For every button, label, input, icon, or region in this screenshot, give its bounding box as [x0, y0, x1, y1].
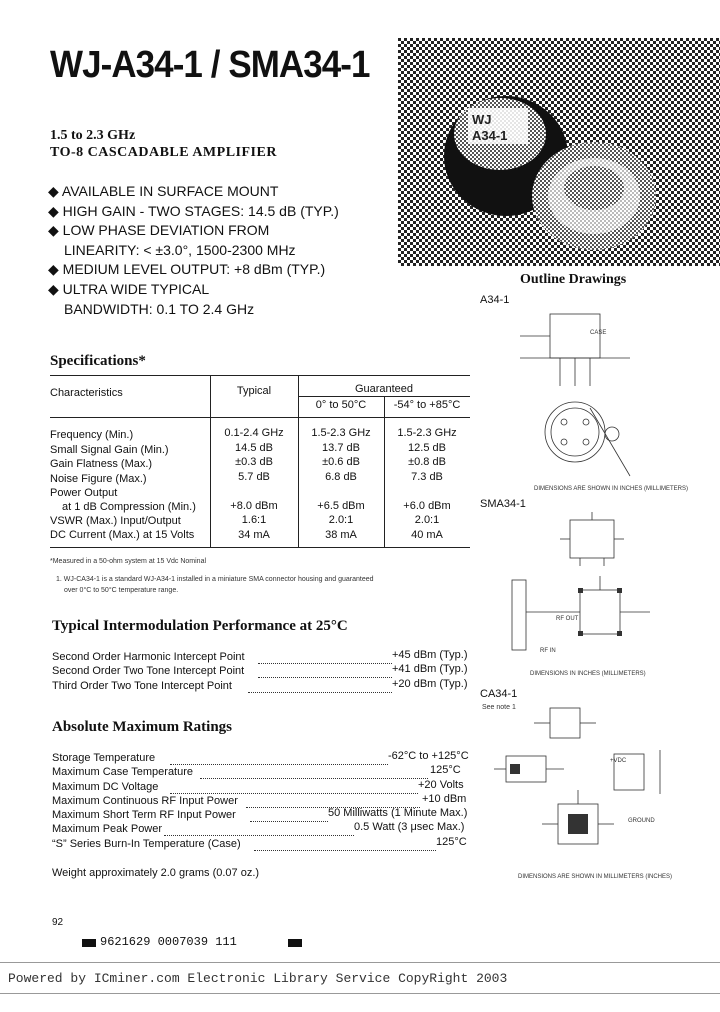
spec-row-g1: ±0.6 dB: [322, 456, 360, 468]
barcode-text: 9621629 0007039 111: [100, 935, 237, 949]
spec-row-name: Frequency (Min.): [50, 429, 134, 441]
spec-row-typ: 34 mA: [238, 529, 270, 541]
intermod-row-value: +20 dBm (Typ.): [392, 678, 468, 690]
specs-title: Specifications*: [50, 353, 146, 369]
weight-note: Weight approximately 2.0 grams (0.07 oz.): [52, 867, 260, 879]
footer-copyright: Powered by ICminer.com Electronic Library Service CopyRight 2003: [8, 971, 508, 986]
photo-label-1: WJ: [472, 112, 492, 127]
absmax-row-name: Maximum DC Voltage: [52, 781, 159, 793]
spec-row-g1: 13.7 dB: [322, 442, 360, 454]
feature-item: ◆ HIGH GAIN - TWO STAGES: 14.5 dB (TYP.): [48, 202, 339, 219]
spec-row-typ: ±0.3 dB: [235, 456, 273, 468]
col-header-characteristics: Characteristics: [50, 387, 123, 399]
absmax-row-name: Storage Temperature: [52, 752, 156, 764]
absmax-row-name: “S” Series Burn-In Temperature (Case): [52, 838, 241, 850]
barcode-block-right: [288, 939, 302, 947]
spec-row-typ: 1.6:1: [241, 514, 267, 526]
barcode-block-left: [82, 939, 96, 947]
intermod-row-name: Second Order Two Tone Intercept Point: [52, 665, 245, 677]
pin-label-ground: GROUND: [628, 818, 655, 824]
col-header-guaranteed: Guaranteed: [354, 383, 414, 395]
spec-note-measured: *Measured in a 50-ohm system at 15 Vdc Nominal: [50, 558, 207, 565]
spec-row-name: Power Output: [50, 487, 118, 499]
spec-row-g2: 7.3 dB: [411, 471, 443, 483]
col-header-0-50: 0° to 50°C: [315, 399, 367, 411]
ca34-outline-drawing: [484, 694, 698, 870]
spec-row-g2: 12.5 dB: [408, 442, 446, 454]
feature-list: [48, 182, 339, 319]
dim-note-a34: DIMENSIONS ARE SHOWN IN INCHES (MILLIMETERS): [534, 486, 689, 492]
spec-row-name: Small Signal Gain (Min.): [50, 444, 169, 456]
intermod-title: Typical Intermodulation Performance at 25°C: [52, 618, 348, 634]
spec-row-name: Noise Figure (Max.): [50, 473, 147, 485]
absmax-row-value: +10 dBm: [422, 793, 467, 805]
spec-row-g1: +6.5 dBm: [317, 500, 365, 512]
outline-label-sma34: SMA34-1: [480, 498, 526, 510]
spec-row-g1: 6.8 dB: [325, 471, 357, 483]
feature-item-continued: LINEARITY: < ±3.0°, 1500-2300 MHz: [64, 241, 296, 258]
pin-label-vdc: +VDC: [610, 758, 627, 764]
feature-item: ◆ ULTRA WIDE TYPICAL: [48, 280, 210, 297]
sma34-outline-drawing: [490, 504, 690, 674]
a34-outline-drawing: [490, 296, 690, 496]
outline-label-ca34: CA34-1: [480, 688, 518, 700]
photo-label-2: A34-1: [472, 128, 508, 143]
pin-label-case: CASE: [590, 330, 607, 336]
spec-row-g2: 1.5-2.3 GHz: [397, 427, 457, 439]
absmax-row-value: 50 Milliwatts (1 Minute Max.): [328, 807, 468, 819]
subtitle-frequency: 1.5 to 2.3 GHz: [50, 128, 136, 143]
page-title: WJ-A34-1 / SMA34-1: [50, 44, 370, 86]
feature-item-continued: BANDWIDTH: 0.1 TO 2.4 GHz: [64, 300, 255, 317]
spec-row-typ: 14.5 dB: [235, 442, 273, 454]
spec-row-typ: 5.7 dB: [238, 471, 270, 483]
feature-item: ◆ MEDIUM LEVEL OUTPUT: +8 dBm (TYP.): [48, 261, 326, 278]
absmax-row-value: 125°C: [436, 836, 467, 848]
pin-label-rf-in: RF IN: [540, 648, 556, 654]
product-photo: [398, 38, 720, 266]
feature-item: ◆ LOW PHASE DEVIATION FROM: [48, 222, 270, 239]
spec-row-g2: ±0.8 dB: [408, 456, 446, 468]
col-header-typical: Typical: [236, 385, 272, 397]
absmax-row-value: 125°C: [430, 764, 461, 776]
dim-note-sma34: DIMENSIONS IN INCHES (MILLIMETERS): [530, 671, 646, 677]
spec-row-g2: 40 mA: [411, 529, 443, 541]
outline-title: Outline Drawings: [520, 272, 627, 287]
footer-bar: [0, 962, 720, 994]
absmax-row-name: Maximum Continuous RF Input Power: [52, 795, 238, 807]
dim-note-ca34: DIMENSIONS ARE SHOWN IN MILLIMETERS (INCHES): [518, 874, 673, 880]
intermod-row-value: +41 dBm (Typ.): [392, 663, 468, 675]
intermod-row-value: +45 dBm (Typ.): [392, 649, 468, 661]
absmax-row-name: Maximum Short Term RF Input Power: [52, 809, 236, 821]
absmax-row-name: Maximum Case Temperature: [52, 766, 194, 778]
pin-label-rf-out: RF OUT: [556, 616, 579, 622]
spec-note-1: 1. WJ-CA34-1 is a standard WJ-A34-1 installed in a miniature SMA connector housing and guaranteed: [56, 576, 374, 583]
spec-row-name: DC Current (Max.) at 15 Volts: [50, 529, 195, 541]
outline-note-ca: See note 1: [482, 704, 516, 711]
spec-row-g1: 38 mA: [325, 529, 357, 541]
spec-row-typ: 0.1-2.4 GHz: [224, 427, 284, 439]
spec-row-g1: 2.0:1: [328, 514, 354, 526]
spec-row-name: Gain Flatness (Max.): [50, 458, 153, 470]
col-header-54-85: -54° to +85°C: [393, 399, 461, 411]
page-number: 92: [52, 917, 64, 928]
spec-row-g2: +6.0 dBm: [403, 500, 451, 512]
intermod-row-name: Second Order Harmonic Intercept Point: [52, 651, 245, 663]
spec-row-g1: 1.5-2.3 GHz: [311, 427, 371, 439]
spec-row-name: at 1 dB Compression (Min.): [62, 501, 196, 513]
feature-item: ◆ AVAILABLE IN SURFACE MOUNT: [48, 183, 279, 199]
absmax-title: Absolute Maximum Ratings: [52, 719, 233, 735]
spec-row-typ: +8.0 dBm: [230, 500, 278, 512]
absmax-row-value: 0.5 Watt (3 μsec Max.): [354, 821, 465, 833]
absmax-row-value: +20 Volts: [418, 779, 464, 791]
absmax-row-value: -62°C to +125°C: [388, 750, 469, 762]
spec-row-g2: 2.0:1: [414, 514, 440, 526]
outline-label-a34: A34-1: [480, 294, 510, 306]
spec-row-name: VSWR (Max.) Input/Output: [50, 515, 181, 527]
intermod-row-name: Third Order Two Tone Intercept Point: [52, 680, 232, 692]
absmax-row-name: Maximum Peak Power: [52, 823, 163, 835]
spec-note-1-cont: over 0°C to 50°C temperature range.: [64, 587, 179, 594]
subtitle-type: TO-8 CASCADABLE AMPLIFIER: [50, 145, 277, 160]
